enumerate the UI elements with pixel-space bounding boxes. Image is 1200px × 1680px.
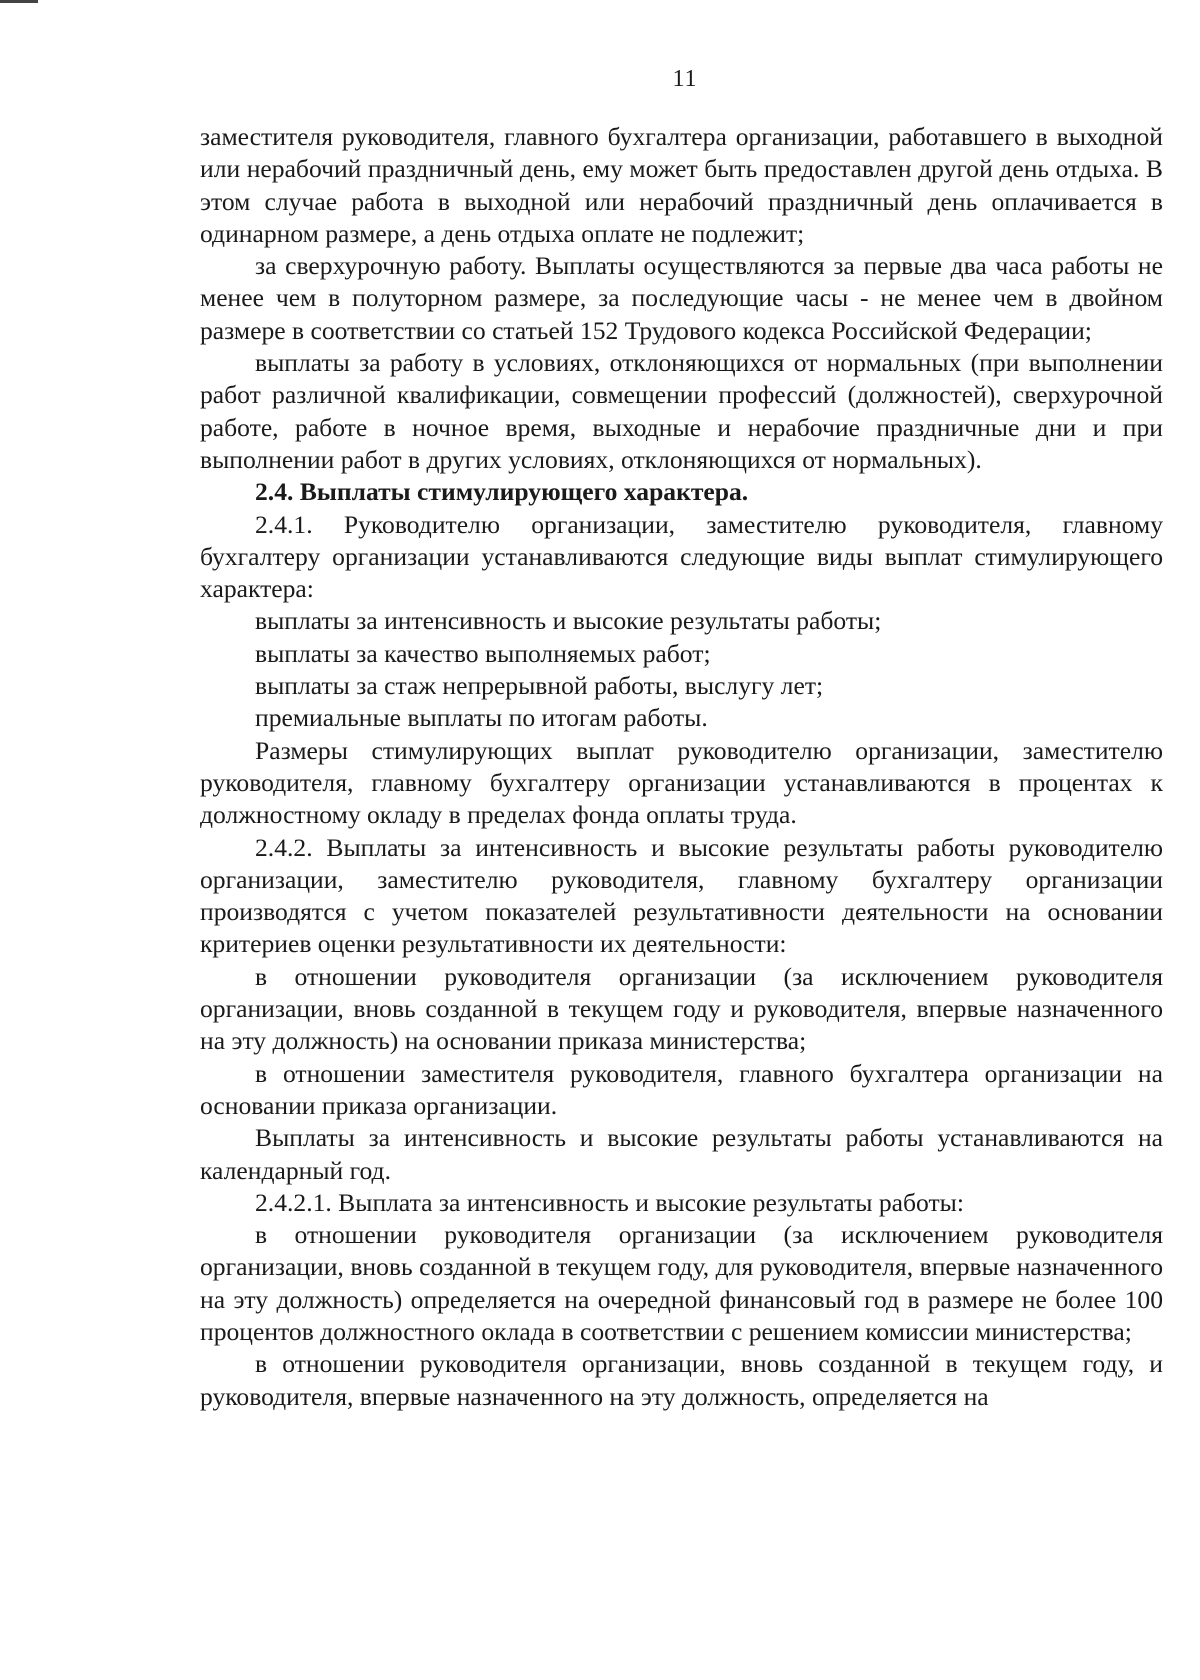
paragraph: в отношении руководителя организации (за исключением руководителя организации, вновь созданной в текущем году, для руководителя, впервые назначенного на эту должность) определяется на очередной финансовый год в размере не более 100 процентов должностного оклада в соответствии с решением комиссии министерства; <box>200 1220 1163 1346</box>
paragraph: в отношении руководителя организации, вновь созданной в текущем году, и руководителя, впервые назначенного на эту должность, определяется на <box>200 1349 1163 1411</box>
document-body <box>200 121 1163 1413</box>
page-number: 11 <box>672 66 698 92</box>
paragraph: Выплаты за интенсивность и высокие результаты работы устанавливаются на календарный год. <box>200 1123 1163 1185</box>
paragraph: за сверхурочную работу. Выплаты осуществляются за первые два часа работы не менее чем в полуторном размере, за последующие часы - не менее чем в двойном размере в соответствии со статьей 152 Трудового кодекса Российской Федерации; <box>200 251 1163 345</box>
paragraph: заместителя руководителя, главного бухгалтера организации, работавшего в выходной или нерабочий праздничный день, ему может быть предоставлен другой день отдыха. В этом случае работа в выходной или нерабочий праздничный день оплачивается в одинарном размере, а день отдыха оплате не подлежит; <box>200 122 1163 248</box>
paragraph: 2.4.1. Руководителю организации, заместителю руководителя, главному бухгалтеру организации устанавливаются следующие виды выплат стимулирующего характера: <box>200 509 1163 604</box>
list-item: выплаты за качество выполняемых работ; <box>255 638 711 668</box>
section-heading: 2.4. Выплаты стимулирующего характера. <box>255 477 749 507</box>
scan-edge-mark <box>0 0 38 3</box>
paragraph: 2.4.2.1. Выплата за интенсивность и высокие результаты работы: <box>255 1187 964 1217</box>
list-item: выплаты за интенсивность и высокие результаты работы; <box>255 606 882 636</box>
paragraph: Размеры стимулирующих выплат руководителю организации, заместителю руководителя, главному бухгалтеру организации устанавливаются в процентах к должностному окладу в пределах фонда оплаты труда. <box>200 735 1163 830</box>
paragraph: в отношении заместителя руководителя, главного бухгалтера организации на основании приказа организации. <box>200 1058 1163 1120</box>
paragraph: 2.4.2. Выплаты за интенсивность и высокие результаты работы руководителю организации, заместителю руководителя, главному бухгалтеру организации производятся с учетом показателей результативности деятельности на основании критериев оценки результативности их деятельности: <box>200 832 1163 959</box>
paragraph: в отношении руководителя организации (за исключением руководителя организации, вновь созданной в текущем году и руководителя, впервые назначенного на эту должность) на основании приказа министерства; <box>200 961 1163 1056</box>
list-item: выплаты за стаж непрерывной работы, выслугу лет; <box>255 671 824 701</box>
paragraph: выплаты за работу в условиях, отклоняющихся от нормальных (при выполнении работ различной квалификации, совмещении профессий (должностей), сверхурочной работе, работе в ночное время, выходные и нерабочие праздничные дни и при выполнении работ в других условиях, отклоняющихся от нормальных). <box>200 348 1163 474</box>
list-item: премиальные выплаты по итогам работы. <box>255 703 708 733</box>
